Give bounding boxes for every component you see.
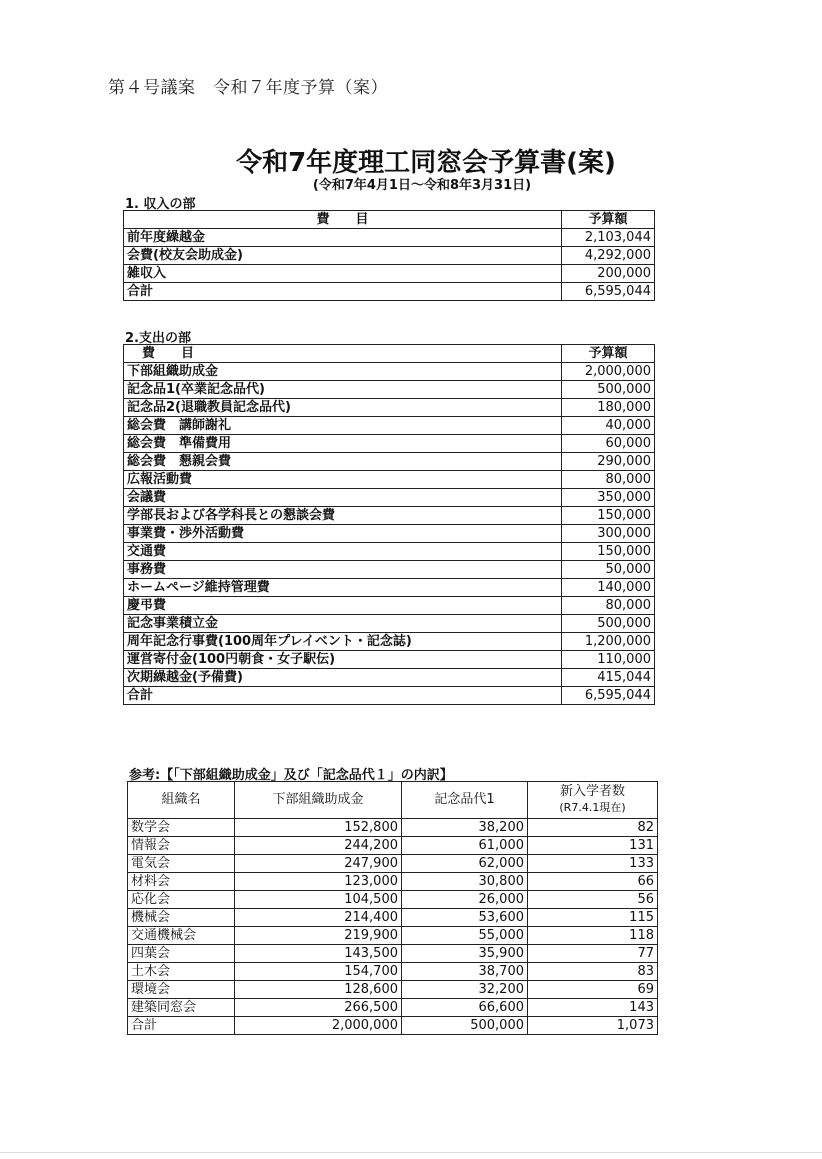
expense-row-amount: 500,000 <box>562 615 655 633</box>
expense-row-item: 下部組織助成金 <box>124 363 562 381</box>
reference-cell-students: 56 <box>528 891 658 909</box>
reference-cell-org: 情報会 <box>128 837 235 855</box>
reference-cell-gift: 38,700 <box>402 963 528 981</box>
reference-cell-org: 数学会 <box>128 819 235 837</box>
expense-row-amount: 150,000 <box>562 543 655 561</box>
expense-header-row <box>124 345 655 363</box>
reference-row <box>128 837 658 855</box>
income-col-amount: 予算額 <box>562 211 655 229</box>
income-row-amount: 6,595,044 <box>562 283 655 301</box>
expense-row-amount: 290,000 <box>562 453 655 471</box>
reference-cell-grant: 104,500 <box>235 891 402 909</box>
reference-col-students-note: (R7.4.1現在) <box>559 801 626 814</box>
reference-cell-org: 四葉会 <box>128 945 235 963</box>
expense-row-item: 記念事業積立金 <box>124 615 562 633</box>
reference-cell-org: 交通機械会 <box>128 927 235 945</box>
expense-row-item: 記念品2(退職教員記念品代) <box>124 399 562 417</box>
reference-table <box>127 781 658 1035</box>
reference-cell-org: 電気会 <box>128 855 235 873</box>
expense-row-amount: 80,000 <box>562 597 655 615</box>
reference-cell-org: 材料会 <box>128 873 235 891</box>
expense-row <box>124 579 655 597</box>
expense-row-item: ホームページ維持管理費 <box>124 579 562 597</box>
expense-section-label: 2.支出の部 <box>125 331 191 346</box>
fiscal-period: (令和7年4月1日～令和8年3月31日) <box>312 178 532 193</box>
reference-cell-grant: 123,000 <box>235 873 402 891</box>
income-row-item: 雑収入 <box>124 265 562 283</box>
expense-row <box>124 543 655 561</box>
reference-cell-gift: 62,000 <box>402 855 528 873</box>
reference-cell-gift: 32,200 <box>402 981 528 999</box>
reference-cell-gift: 66,600 <box>402 999 528 1017</box>
reference-row <box>128 819 658 837</box>
reference-cell-grant: 247,900 <box>235 855 402 873</box>
reference-cell-gift: 26,000 <box>402 891 528 909</box>
expense-row-amount: 500,000 <box>562 381 655 399</box>
income-row <box>124 265 655 283</box>
reference-row <box>128 981 658 999</box>
reference-cell-gift: 30,800 <box>402 873 528 891</box>
expense-row-item: 総会費 懇親会費 <box>124 453 562 471</box>
income-row <box>124 283 655 301</box>
expense-row <box>124 399 655 417</box>
reference-row <box>128 855 658 873</box>
income-section-label: 1. 収入の部 <box>125 197 196 212</box>
reference-cell-grant: 2,000,000 <box>235 1017 402 1035</box>
reference-cell-org: 合計 <box>128 1017 235 1035</box>
reference-cell-students: 83 <box>528 963 658 981</box>
income-row-item: 合計 <box>124 283 562 301</box>
reference-cell-grant: 214,400 <box>235 909 402 927</box>
reference-cell-gift: 500,000 <box>402 1017 528 1035</box>
income-table <box>123 210 655 301</box>
reference-cell-gift: 55,000 <box>402 927 528 945</box>
reference-row <box>128 873 658 891</box>
reference-cell-grant: 154,700 <box>235 963 402 981</box>
expense-row <box>124 525 655 543</box>
expense-row-amount: 40,000 <box>562 417 655 435</box>
reference-cell-students: 133 <box>528 855 658 873</box>
expense-row-amount: 60,000 <box>562 435 655 453</box>
reference-cell-gift: 61,000 <box>402 837 528 855</box>
reference-row <box>128 945 658 963</box>
reference-cell-gift: 35,900 <box>402 945 528 963</box>
expense-row <box>124 381 655 399</box>
expense-row <box>124 633 655 651</box>
agenda-header: 第４号議案 令和７年度予算（案） <box>108 78 388 98</box>
reference-cell-org: 機械会 <box>128 909 235 927</box>
reference-cell-students: 77 <box>528 945 658 963</box>
reference-cell-grant: 143,500 <box>235 945 402 963</box>
reference-col-students <box>528 782 658 819</box>
expense-row-item: 会議費 <box>124 489 562 507</box>
reference-cell-grant: 219,900 <box>235 927 402 945</box>
expense-row <box>124 363 655 381</box>
reference-cell-students: 115 <box>528 909 658 927</box>
document-title: 令和7年度理工同窓会予算書(案) <box>236 148 616 178</box>
income-col-item: 費 目 <box>124 211 562 229</box>
expense-row-amount: 1,200,000 <box>562 633 655 651</box>
expense-row <box>124 651 655 669</box>
reference-row <box>128 999 658 1017</box>
income-row <box>124 229 655 247</box>
reference-col-grant: 下部組織助成金 <box>235 782 402 819</box>
expense-row-amount: 6,595,044 <box>562 687 655 705</box>
page-edge-line <box>0 1152 822 1153</box>
expense-row-amount: 415,044 <box>562 669 655 687</box>
reference-cell-org: 環境会 <box>128 981 235 999</box>
reference-cell-gift: 38,200 <box>402 819 528 837</box>
reference-cell-grant: 244,200 <box>235 837 402 855</box>
expense-row <box>124 561 655 579</box>
income-header-row <box>124 211 655 229</box>
reference-cell-grant: 266,500 <box>235 999 402 1017</box>
expense-row-item: 総会費 講師謝礼 <box>124 417 562 435</box>
expense-row-item: 次期繰越金(予備費) <box>124 669 562 687</box>
reference-row <box>128 1017 658 1035</box>
reference-cell-org: 土木会 <box>128 963 235 981</box>
reference-cell-org: 建築同窓会 <box>128 999 235 1017</box>
expense-row <box>124 417 655 435</box>
expense-row-item: 学部長および各学科長との懇談会費 <box>124 507 562 525</box>
income-row <box>124 247 655 265</box>
reference-col-students-title: 新入学者数 <box>559 784 625 799</box>
reference-cell-students: 82 <box>528 819 658 837</box>
expense-col-item: 費 目 <box>124 345 562 363</box>
expense-row-amount: 2,000,000 <box>562 363 655 381</box>
reference-cell-org: 応化会 <box>128 891 235 909</box>
expense-row <box>124 507 655 525</box>
reference-row <box>128 963 658 981</box>
reference-cell-gift: 53,600 <box>402 909 528 927</box>
expense-row-amount: 50,000 <box>562 561 655 579</box>
expense-row <box>124 453 655 471</box>
reference-cell-students: 66 <box>528 873 658 891</box>
reference-col-gift: 記念品代1 <box>402 782 528 819</box>
expense-row-item: 周年記念行事費(100周年プレイベント・記念誌) <box>124 633 562 651</box>
income-row-amount: 200,000 <box>562 265 655 283</box>
expense-row-amount: 150,000 <box>562 507 655 525</box>
income-row-amount: 4,292,000 <box>562 247 655 265</box>
expense-row-item: 事業費・渉外活動費 <box>124 525 562 543</box>
expense-col-amount: 予算額 <box>562 345 655 363</box>
expense-row-amount: 110,000 <box>562 651 655 669</box>
income-row-amount: 2,103,044 <box>562 229 655 247</box>
reference-row <box>128 927 658 945</box>
reference-col-org: 組織名 <box>128 782 235 819</box>
reference-cell-grant: 128,600 <box>235 981 402 999</box>
expense-row <box>124 669 655 687</box>
expense-row-item: 総会費 準備費用 <box>124 435 562 453</box>
reference-cell-students: 143 <box>528 999 658 1017</box>
expense-row-item: 事務費 <box>124 561 562 579</box>
income-row-item: 会費(校友会助成金) <box>124 247 562 265</box>
expense-row <box>124 435 655 453</box>
expense-row <box>124 687 655 705</box>
expense-row-item: 慶弔費 <box>124 597 562 615</box>
reference-cell-students: 1,073 <box>528 1017 658 1035</box>
reference-row <box>128 909 658 927</box>
expense-row-amount: 180,000 <box>562 399 655 417</box>
reference-cell-students: 118 <box>528 927 658 945</box>
expense-row-item: 交通費 <box>124 543 562 561</box>
reference-header-row <box>128 782 658 819</box>
expense-row-item: 合計 <box>124 687 562 705</box>
expense-row-amount: 350,000 <box>562 489 655 507</box>
expense-row <box>124 471 655 489</box>
expense-row-item: 運営寄付金(100円朝食・女子駅伝) <box>124 651 562 669</box>
income-row-item: 前年度繰越金 <box>124 229 562 247</box>
reference-cell-students: 131 <box>528 837 658 855</box>
expense-row-amount: 140,000 <box>562 579 655 597</box>
expense-table <box>123 344 655 705</box>
expense-row-item: 広報活動費 <box>124 471 562 489</box>
expense-row-item: 記念品1(卒業記念品代) <box>124 381 562 399</box>
expense-row <box>124 489 655 507</box>
expense-row-amount: 300,000 <box>562 525 655 543</box>
reference-label: 参考:【「下部組織助成金」及び「記念品代１」の内訳】 <box>129 768 453 783</box>
expense-row <box>124 615 655 633</box>
reference-cell-students: 69 <box>528 981 658 999</box>
expense-row-amount: 80,000 <box>562 471 655 489</box>
expense-row <box>124 597 655 615</box>
reference-row <box>128 891 658 909</box>
reference-cell-grant: 152,800 <box>235 819 402 837</box>
